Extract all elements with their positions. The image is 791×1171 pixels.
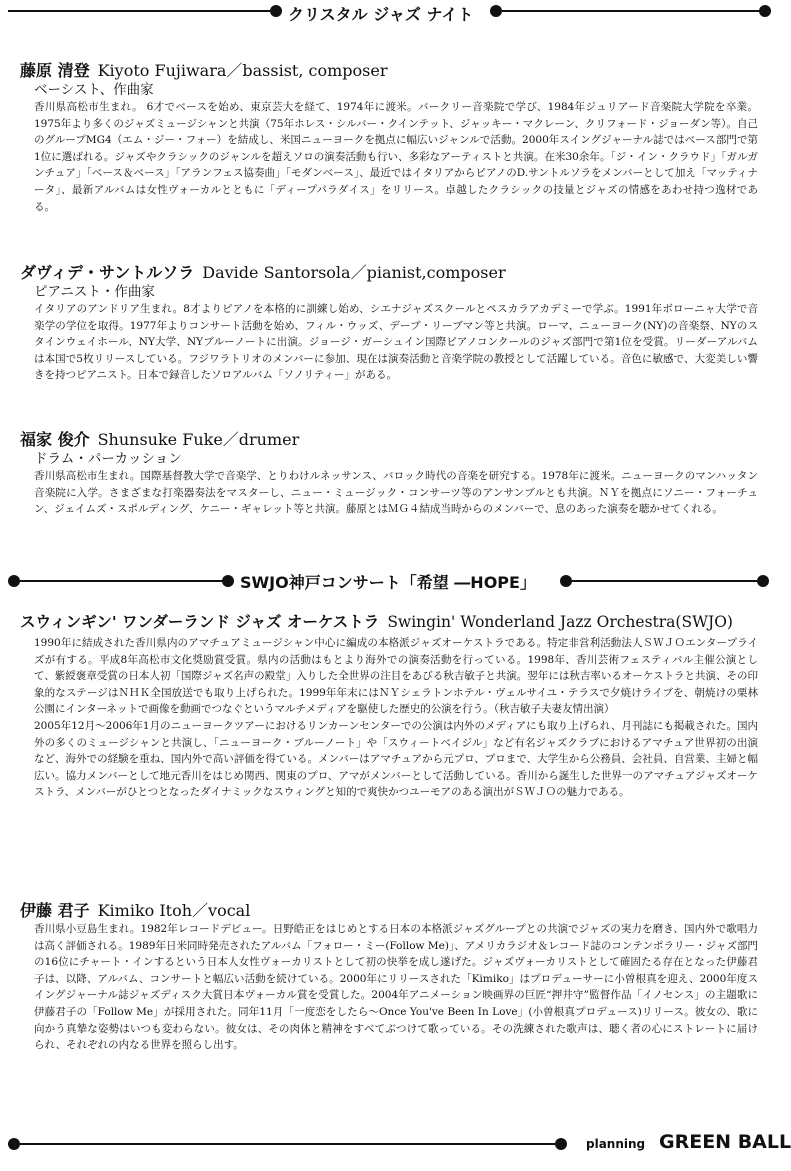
orchestra-bio-paragraph: 1990年に結成された香川県内のアマチュアミュージシャン中心に編成の本格派ジャズオーケストラである。特定非営利活動法人ＳＷＪＯエンタープライズが有する。平成8年高松市文化奨励賞受賞。県内の活動はもとより海外での演奏活動を行っている。1998年、香川芸術フェスティバル主催公演として、紫綬褒章受賞の日本人初「国際ジャズ名声の殿堂」入りした全世界の注目をあびる秋吉敏子と共演。翌年には秋吉率いるオーケストラと共演、その印象的なステージはＮＨＫ全国放送でも取り上げられた。1999年年末にはＮＹシェラトンホテル・ヴェルサイユ・テラスで夕焼けライブを、朝焼けの栗林公園にインターネットで画像を動画でつなぐというマルチメディアを駆使した歴史的公演を行う。（秋吉敏子夫妻友情出演） (34, 637, 758, 716)
performer-name-jp: ダヴィデ・サントルソラ (20, 263, 195, 282)
performer-name (20, 60, 758, 81)
vocalist-biography: 香川県小豆島生まれ。1982年レコードデビュー。日野皓正をはじめとする日本の本格派ジャズグループとの共演でジャズの実力を磨き、国内外で歌唱力は高く評価される。1989年日米同時発売されたアルバム「フォロー・ミー(Follow Me)」、アメリカラジオ＆レコード誌のコンテンポラリー・ジャズ部門の16位にチャート・インするという日本人女性ヴォーカリストとして初の快挙を成し遂げた。ジャズヴォーカリストとして確固たる存在となった伊藤君子は、以降、アルバム、コンサートと幅広い活動を続けている。2000年にリリースされた「Kimiko」はプロデューサーに小曽根真を迎え、2000年度スイングジャーナル誌ジャズディスク大賞日本ヴォーカル賞を受賞した。2004年アニメーション映画界の巨匠“押井守”監督作品「イノセンス」の主題歌に伊藤君子の「Follow Me」が採用された。同年11月「一度恋をしたら～Once You've Been In Love」(小曽根真プロデュース)リリース。彼女の、歌に向かう真摯な姿勢はいつも変わらない。彼女は、その肉体と精神をすべてぶつけて歌っている。その洗練された歌声は、聴く者の心にストレートに届けられ、それぞれの内なる世界を照らし出す。 (34, 923, 758, 1052)
rule-line (572, 580, 757, 582)
vocalist-bio (20, 900, 758, 1054)
performer-name-en: Shunsuke Fuke／drumer (97, 430, 300, 449)
rule-line (502, 10, 769, 12)
header-title: クリスタル ジャズ ナイト (288, 5, 474, 24)
performer-bio-fujiwara (20, 60, 758, 215)
orchestra-name-en: Swingin' Wonderland Jazz Orchestra(SWJO) (387, 613, 733, 631)
vocalist-name-en: Kimiko Itoh／vocal (97, 901, 251, 920)
rule-dot (759, 5, 771, 17)
orchestra-name-jp: スウィンギン' ワンダーランド ジャズ オーケストラ (20, 613, 380, 631)
performer-role: ピアニスト・作曲家 (34, 284, 155, 300)
rule-dot (222, 575, 234, 587)
orchestra-bio (20, 612, 758, 801)
performer-role: ドラム・パーカッション (34, 451, 182, 467)
planning-label: planning (586, 1137, 646, 1151)
footer-rule (8, 1131, 791, 1155)
vocalist-name-jp: 伊藤 君子 (20, 901, 90, 920)
performer-name-en: Kiyoto Fujiwara／bassist, composer (97, 61, 388, 80)
performer-biography: 香川県高松市生まれ。国際基督教大学で音楽学、とりわけルネッサンス、バロック時代の音楽を研究する。1978年に渡米。ニューヨークのマンハッタン音楽院に入学。さまざまな打楽器奏法をマスターし、ニュー・ミュージック・コンサーツ等のアンサンブルとも共演。ＮＹを拠点にソニー・フォーチュン、ジェイムズ・スポルディング、ケニー・ギャレット等と共演。藤原とはＭＧ４結成当時からのメンバーで、息のあった演奏を聴かせてくれる。 (34, 470, 758, 516)
section-title: SWJO神戸コンサート「希望 ―HOPE」 (240, 573, 536, 592)
rule-dot (8, 1138, 20, 1150)
rule-line (20, 1143, 555, 1145)
rule-dot (270, 5, 282, 17)
performer-bio-santorsola (20, 262, 758, 384)
orchestra-name (20, 612, 758, 633)
rule-dot (490, 5, 502, 17)
rule-line (20, 580, 222, 582)
brand-name: GREEN BALL (659, 1131, 791, 1153)
rule-dot (555, 1138, 567, 1150)
performer-name-en: Davide Santorsola／pianist,composer (202, 263, 506, 282)
vocalist-name (20, 900, 758, 921)
performer-name (20, 429, 758, 450)
performer-biography: 香川県高松市生まれ。 6才でベースを始め、東京芸大を経て、1974年に渡米。バークリー音楽院で学び、1984年ジュリアード音楽院大学院を卒業。1975年より多くのジャズミュージシャンと共演（75年ホレス・シルバー・クインテット、ジャッキー・マクレーン、クリフォード・ジョーダン等）。自己のグループMG4（エム・ジー・フォー）を結成し、米国ニューヨークを拠点に幅広いジャンルで活動。2000年スイングジャーナル誌ではベース部門で第1位に選ばれる。ジャズやクラシックのジャンルを超えソロの演奏活動も行い、多彩なアーティストと共演。在米30余年。「ジ・イン・クラウド」「ガルガンチュア」「ベース＆ベース」「アランフェス協奏曲」「モダンベース」、最近ではイタリアからピアノのD.サントルソラをメンバーとして加え「マッティナータ」、最新アルバムは女性ヴォーカルとともに「ディープパラダイス」をリリース。卓越したクラシックの技量とジャズの情感をあわせ持つ逸材である。 (34, 101, 758, 213)
rule-dot (8, 575, 20, 587)
performer-name-jp: 福家 俊介 (20, 430, 90, 449)
rule-line (8, 10, 270, 12)
section-rule (8, 570, 769, 592)
rule-dot (560, 575, 572, 587)
performer-role: ベーシスト、作曲家 (34, 82, 154, 98)
rule-dot (757, 575, 769, 587)
orchestra-biography (34, 635, 758, 801)
header-rule (8, 0, 769, 22)
performer-bio-fuke (20, 429, 758, 518)
performer-biography: イタリアのアンドリア生まれ。8才よりピアノを本格的に訓練し始め、シエナジャズスクールとペスカラアカデミーで学ぶ。1991年ボローニャ大学で音楽学の学位を取得。1977年よりコンサート活動を始め、フィル・ウッズ、デーブ・リーブマン等と共演。ローマ、ニューヨーク(NY)の音楽祭、NYのスタインウェイホール、NY大学、NYブルーノートに出演。ジョージ・ガーシュイン国際ピアノコンクールのジャズ部門で第1位を受賞。リーダーアルバムは本国で5枚リリースしている。フジワラトリオのメンバーに参加、現在は演奏活動と音楽学院の教授として活躍している。音色に敏感で、大変美しい響きを持つピアニスト。日本で録音したソロアルバム「ソノリティー」がある。 (34, 303, 758, 382)
performer-name (20, 262, 758, 283)
performer-name-jp: 藤原 清登 (20, 61, 90, 80)
orchestra-bio-paragraph: 2005年12月～2006年1月のニューヨークツアーにおけるリンカーンセンターでの公演は内外のメディアにも取り上げられ、月刊誌にも掲載された。国内外の多くのミュージシャンと共演し、「ニューヨーク・ブルーノート」や「スウィートベイジル」など有名ジャズクラブにおけるアマチュア世界初の出演など、海外での経験を重ね、国内外で高い評価を得ている。メンバーはアマチュアから元プロ、プロまで、大学生から公務員、会社員、自営業、主婦と幅広い。協力メンバーとして地元香川をはじめ関西、関東のプロ、アマがメンバーとして活動している。香川から誕生した世界一のアマチュアジャズオーケストラ、メンバーがひとつとなったダイナミックなスウィングと知的で爽快かつユーモアのある演出がＳＷＪＯの魅力である。 (34, 719, 758, 799)
